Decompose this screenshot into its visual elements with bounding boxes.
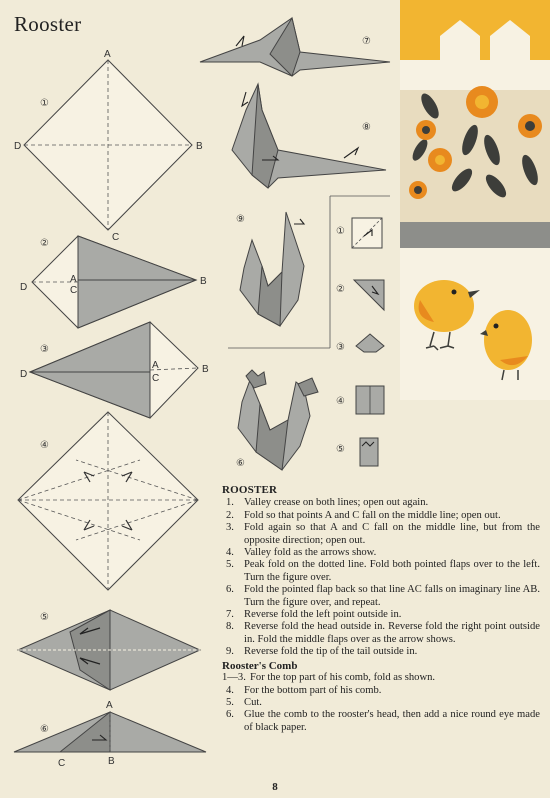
instruction-step bbox=[222, 497, 540, 509]
instruction-step-number: 2. bbox=[226, 509, 234, 521]
point-c-label: C bbox=[58, 758, 66, 769]
comb-step-2-number: ② bbox=[336, 284, 345, 295]
step-2-diagram bbox=[20, 236, 207, 328]
point-d-label: D bbox=[20, 282, 28, 293]
comb-step-text: For the bottom part of his comb. bbox=[244, 684, 382, 696]
point-d-label: D bbox=[20, 369, 28, 380]
page-title: Rooster bbox=[14, 12, 82, 36]
instruction-step-number: 6. bbox=[226, 584, 234, 596]
instruction-step-text: Valley crease on both lines; open out again. bbox=[244, 497, 429, 509]
comb-heading: Rooster's Comb bbox=[222, 659, 298, 672]
instruction-step bbox=[222, 547, 540, 559]
comb-step-text: For the top part of his comb, fold as shown. bbox=[250, 672, 436, 684]
comb-step-5-diagram bbox=[336, 438, 378, 466]
step-4-number: ④ bbox=[40, 440, 49, 451]
instruction-step-number: 8. bbox=[226, 621, 234, 633]
final-rooster-diagram bbox=[236, 370, 318, 470]
comb-step-number: 6. bbox=[226, 709, 234, 721]
step-2-number: ② bbox=[40, 238, 49, 249]
instruction-step-number: 4. bbox=[226, 547, 234, 559]
instruction-step bbox=[222, 646, 540, 658]
comb-steps-list bbox=[222, 672, 540, 734]
instruction-step-text: Fold again so that A and C fall on the middle line, but from the opposite direction; open out. bbox=[244, 522, 540, 546]
comb-step bbox=[222, 672, 540, 684]
step-5-number: ⑤ bbox=[40, 612, 49, 623]
instruction-step-text: Valley fold as the arrows show. bbox=[244, 547, 377, 559]
point-b-label: B bbox=[196, 141, 203, 152]
instruction-step-number: 7. bbox=[226, 609, 234, 621]
instructions-heading: ROOSTER bbox=[222, 484, 278, 496]
step-7-diagram bbox=[200, 18, 390, 76]
point-a-label: A bbox=[152, 360, 159, 371]
comb-step-3-diagram bbox=[336, 334, 384, 353]
step-3-diagram bbox=[20, 322, 209, 418]
instruction-step-text: Reverse fold the head outside in. Reverse fold the right point outside in. Fold the middle flaps over as the arrow shows. bbox=[244, 621, 540, 645]
step-8-number: ⑧ bbox=[362, 122, 371, 133]
point-a-label: A bbox=[104, 49, 111, 60]
instructions-steps-list bbox=[222, 497, 540, 658]
comb-step bbox=[222, 709, 540, 734]
instruction-step bbox=[222, 584, 540, 609]
instruction-step-number: 1. bbox=[226, 497, 234, 509]
instruction-step bbox=[222, 510, 540, 522]
step-5-diagram bbox=[18, 610, 200, 690]
comb-step bbox=[222, 697, 540, 709]
step-1-diagram bbox=[14, 49, 203, 243]
comb-step-3-number: ③ bbox=[336, 342, 345, 353]
comb-step-text: Cut. bbox=[244, 696, 262, 708]
comb-step-4-number: ④ bbox=[336, 396, 345, 407]
instruction-step-number: 5. bbox=[226, 559, 234, 571]
comb-step bbox=[222, 685, 540, 697]
step-9-number: ⑨ bbox=[236, 214, 245, 225]
comb-step-number: 5. bbox=[226, 696, 234, 708]
step-3-number: ③ bbox=[40, 344, 49, 355]
step-7-number: ⑦ bbox=[362, 36, 371, 47]
comb-step-number: 4. bbox=[226, 684, 234, 696]
point-b-label: B bbox=[202, 364, 209, 375]
comb-step-number: 1—3. bbox=[222, 672, 246, 684]
instruction-step-text: Fold so that points A and C fall on the middle line; open out. bbox=[244, 509, 501, 521]
point-a-label: A bbox=[106, 700, 113, 711]
point-b-label: B bbox=[200, 276, 207, 287]
step-8-diagram bbox=[232, 84, 386, 188]
comb-step-1-diagram bbox=[336, 218, 382, 248]
instruction-step-text: Peak fold on the dotted line. Fold both pointed flaps over to the left. Turn the figure over. bbox=[244, 559, 540, 583]
point-c-label: C bbox=[152, 373, 160, 384]
instructions-block bbox=[222, 484, 540, 734]
instruction-step-text: Reverse fold the left point outside in. bbox=[244, 609, 402, 621]
step-1-number: ① bbox=[40, 98, 49, 109]
step-9-diagram bbox=[236, 212, 304, 326]
step-4-diagram bbox=[18, 412, 198, 590]
comb-step-text: Glue the comb to the rooster's head, then add a nice round eye made of black paper. bbox=[244, 709, 540, 733]
instruction-step-number: 3. bbox=[226, 522, 234, 534]
comb-step-2-diagram bbox=[336, 280, 384, 310]
instruction-step bbox=[222, 522, 540, 547]
instruction-step bbox=[222, 609, 540, 621]
point-c-label: C bbox=[112, 232, 120, 243]
step-6-number: ⑥ bbox=[40, 724, 49, 735]
instruction-step bbox=[222, 559, 540, 584]
instruction-step bbox=[222, 621, 540, 646]
instruction-step-text: Reverse fold the tip of the tail outside in. bbox=[244, 646, 418, 658]
garden-chicks-illustration bbox=[400, 0, 550, 400]
instruction-step-text: Fold the pointed flap back so that line AC falls on imaginary line AB. Turn the figure over, and repeat. bbox=[244, 584, 540, 608]
instruction-step-number: 9. bbox=[226, 646, 234, 658]
point-b-label: B bbox=[108, 756, 115, 767]
point-c-label: C bbox=[70, 285, 78, 296]
step-6-diagram bbox=[14, 700, 206, 769]
comb-step-1-number: ① bbox=[336, 226, 345, 237]
point-a-label: A bbox=[70, 274, 77, 285]
comb-step-5-number: ⑤ bbox=[336, 444, 345, 455]
comb-step-4-diagram bbox=[336, 386, 384, 414]
point-d-label: D bbox=[14, 141, 22, 152]
page-number: 8 bbox=[272, 781, 278, 793]
final-step-number: ⑥ bbox=[236, 458, 245, 469]
